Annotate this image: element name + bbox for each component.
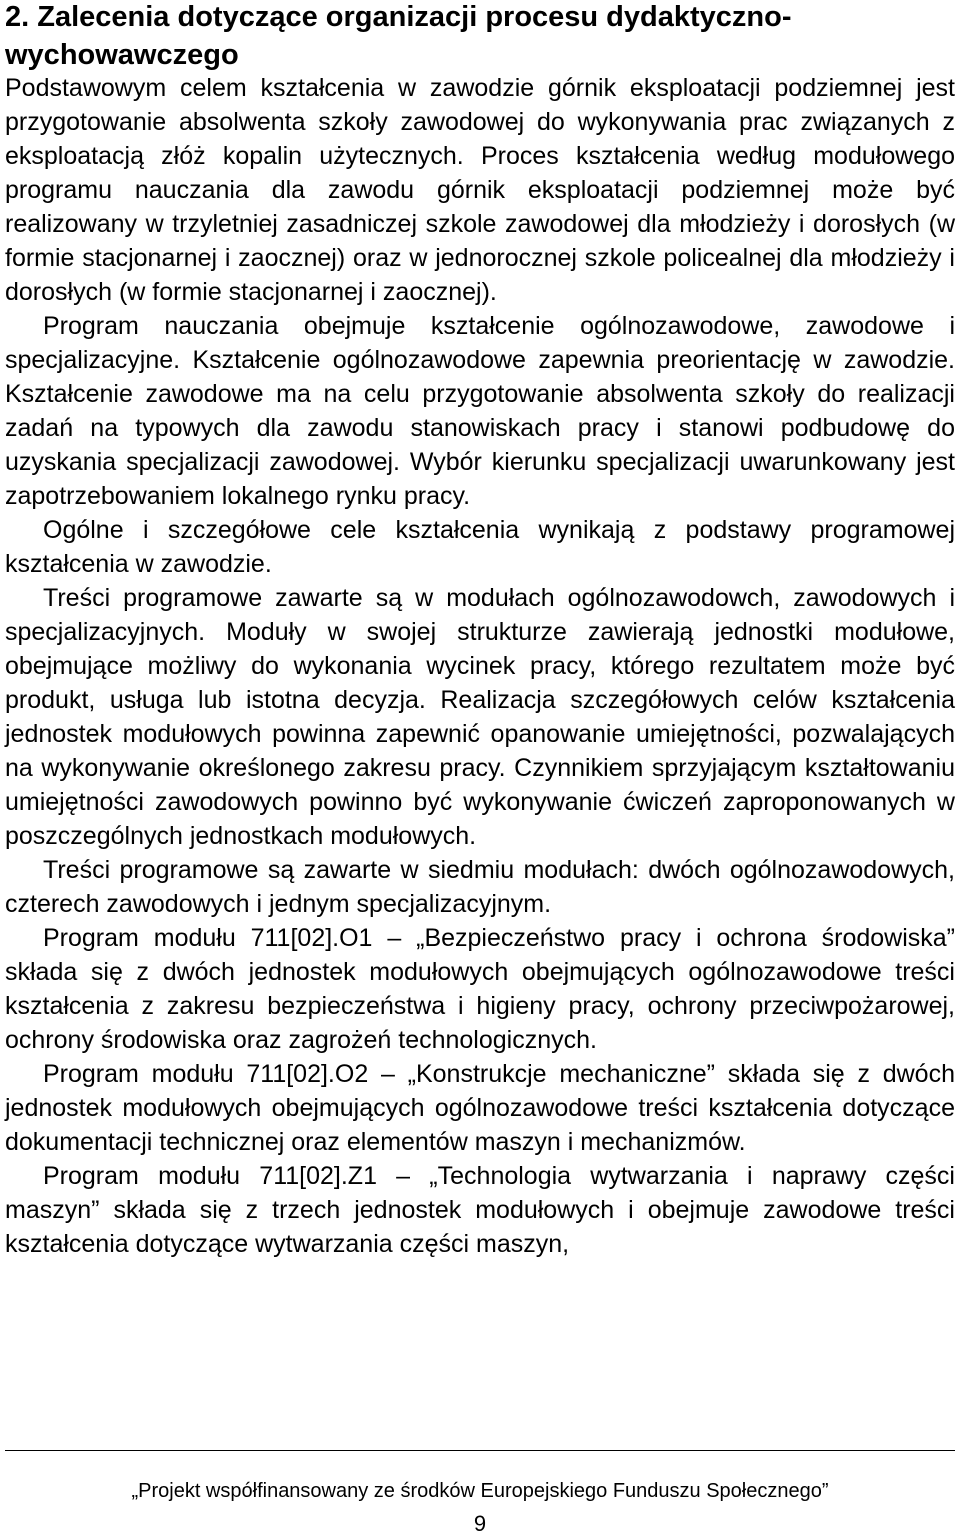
paragraph-module-o1: Program modułu 711[02].O1 – „Bezpieczeństwo pracy i ochrona środowiska” składa się z dwóch jednostek modułowych obejmujących ogólnozawodowe treści kształcenia z zakresu bezpieczeństwa i higieny pracy, ochrony przeciwpożarowej, ochrony środowiska oraz zagrożeń technologicznych. xyxy=(5,924,955,1054)
paragraph-content-modules: Treści programowe zawarte są w modułach ogólnozawodowch, zawodowych i specjalizacyjnych. Moduły w swojej strukturze zawierają jednostki modułowe, obejmujące możliwy do wykonania wycinek pracy, którego rezultatem może być produkt, usługa lub istotna decyzja. Realizacja szczegółowych celów kształcenia jednostek modułowych powinna zapewnić opanowanie umiejętności, pozwalających na wykonywanie określonego zakresu pracy. Czynnikiem sprzyjającym kształtowaniu umiejętności zawodowych powinno być wykonywanie ćwiczeń zaproponowanych w poszczególnych jednostkach modułowych. xyxy=(5,584,955,850)
footer-note: „Projekt współfinansowany ze środków Europejskiego Funduszu Społecznego” xyxy=(131,1480,829,1502)
paragraph-objectives: Ogólne i szczegółowe cele kształcenia wynikają z podstawy programowej kształcenia w zawodzie. xyxy=(5,516,955,578)
paragraph-module-o2: Program modułu 711[02].O2 – „Konstrukcje mechaniczne” składa się z dwóch jednostek modułowych obejmujących ogólnozawodowe treści kształcenia dotyczące dokumentacji technicznej oraz elementów maszyn i mechanizmów. xyxy=(5,1060,955,1156)
paragraph-program-scope: Program nauczania obejmuje kształcenie ogólnozawodowe, zawodowe i specjalizacyjne. Kształcenie ogólnozawodowe zapewnia preorientację w zawodzie. Kształcenie zawodowe ma na celu przygotowanie absolwenta szkoły do realizacji zadań na typowych dla zawodu stanowiskach pracy i stanowi podbudowę do uzyskania specjalizacji zawodowej. Wybór kierunku specjalizacji uwarunkowany jest zapotrzebowaniem lokalnego rynku pracy. xyxy=(5,312,955,510)
paragraph-module-z1: Program modułu 711[02].Z1 – „Technologia wytwarzania i naprawy części maszyn” składa się z trzech jednostek modułowych i obejmuje zawodowe treści kształcenia dotyczące wytwarzania części maszyn, xyxy=(5,1162,955,1258)
section-heading: 2. Zalecenia dotyczące organizacji procesu dydaktyczno-wychowawczego xyxy=(5,1,792,71)
paragraph-module-count: Treści programowe są zawarte w siedmiu modułach: dwóch ogólnozawodowych, czterech zawodowych i jednym specjalizacyjnym. xyxy=(5,856,955,918)
paragraph-goal: Podstawowym celem kształcenia w zawodzie górnik eksploatacji podziemnej jest przygotowanie absolwenta szkoły zawodowej do wykonywania prac związanych z eksploatacją złóż kopalin użytecznych. Proces kształcenia według modułowego programu nauczania dla zawodu górnik eksploatacji podziemnej może być realizowany w trzyletniej zasadniczej szkole zawodowej dla młodzieży i dorosłych (w formie stacjonarnej i zaocznej) oraz w jednorocznej szkole policealnej dla młodzieży i dorosłych (w formie stacjonarnej i zaocznej). xyxy=(5,74,955,306)
page-number: 9 xyxy=(473,1511,487,1536)
footer-divider xyxy=(5,1450,955,1451)
body-text xyxy=(5,71,955,1261)
